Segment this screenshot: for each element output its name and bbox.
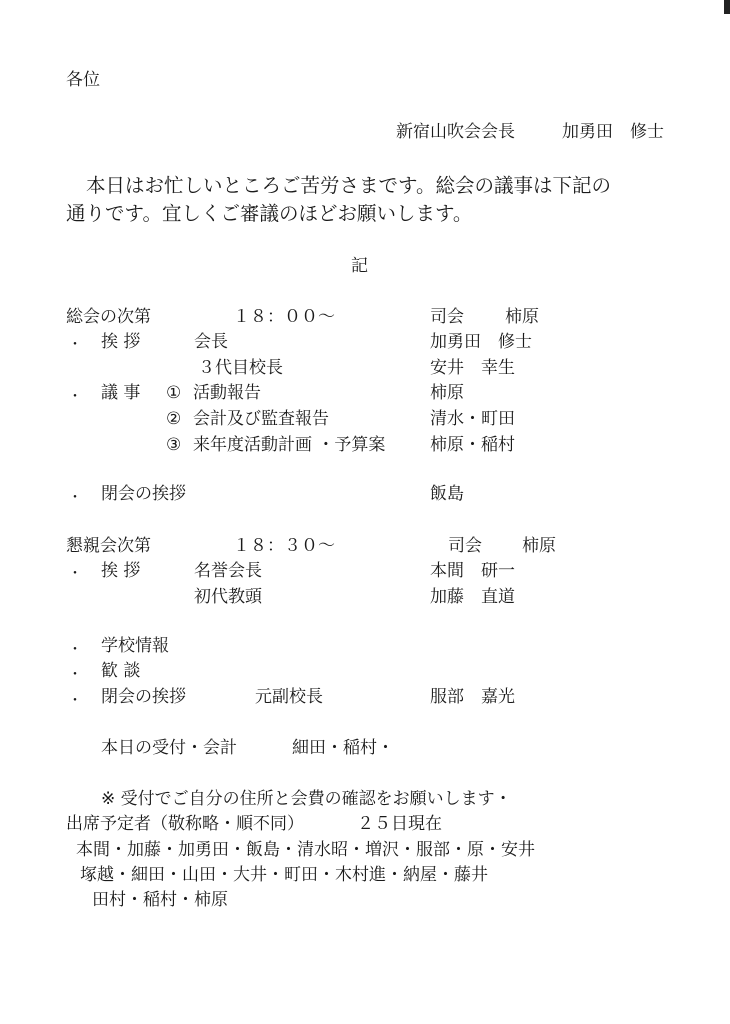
agenda-num-1: ① [166, 383, 182, 403]
general-greeting-person-2: 安井 幸生 [430, 358, 515, 378]
bullet: ・ [68, 490, 82, 506]
agenda-num-3: ③ [166, 435, 182, 455]
bullet: ・ [68, 337, 82, 353]
bullet: ・ [68, 667, 82, 683]
general-greeting-role-2: ３代目校長 [198, 358, 283, 378]
social-closing-role: 元副校長 [255, 687, 323, 707]
agenda-text-3: 来年度活動計画 ・予算案 [193, 435, 386, 455]
social-greeting-person-1: 本間 研一 [430, 561, 515, 581]
general-greeting-person-1: 加勇田 修士 [430, 332, 532, 352]
ki-heading: 記 [351, 256, 368, 276]
intro-line-2: 通りです。宜しくご審議のほどお願いします。 [66, 202, 473, 225]
attendees-line-1: 本間・加藤・加勇田・飯島・清水昭・増沢・服部・原・安井 [76, 840, 535, 860]
social-chat: 歓 談 [101, 661, 141, 681]
bullet: ・ [68, 642, 82, 658]
sender-name: 加勇田 修士 [562, 122, 664, 142]
social-greeting-role-1: 名誉会長 [194, 561, 262, 581]
attendees-line-3: 田村・稲村・柿原 [92, 890, 228, 910]
general-time: １８：００～ [233, 307, 335, 327]
social-closing-person: 服部 嘉光 [430, 687, 515, 707]
bullet: ・ [68, 693, 82, 709]
general-mc-name: 柿原 [505, 307, 539, 327]
general-closing-label: 閉会の挨拶 [101, 484, 186, 504]
addressee: 各位 [66, 70, 100, 90]
general-title: 総会の次第 [66, 307, 151, 327]
social-greeting-person-2: 加藤 直道 [430, 587, 515, 607]
general-greeting-role-1: 会長 [194, 332, 228, 352]
agenda-num-2: ② [166, 409, 182, 429]
attendees-header: 出席予定者（敬称略・順不同） [66, 814, 304, 834]
social-school-info: 学校情報 [101, 636, 169, 656]
general-greeting-label: 挨 拶 [101, 332, 141, 352]
social-mc-label: 司会 [448, 536, 482, 556]
social-mc-name: 柿原 [522, 536, 556, 556]
social-time: １８：３０～ [233, 536, 335, 556]
agenda-person-2: 清水・町田 [430, 409, 515, 429]
sender-org: 新宿山吹会会長 [396, 122, 515, 142]
social-title: 懇親会次第 [66, 536, 151, 556]
social-greeting-label: 挨 拶 [101, 561, 141, 581]
general-closing-person: 飯島 [430, 484, 464, 504]
attendees-as-of: ２５日現在 [357, 814, 442, 834]
agenda-text-2: 会計及び監査報告 [193, 409, 329, 429]
agenda-person-3: 柿原・稲村 [430, 435, 515, 455]
attendees-line-2: 塚越・細田・山田・大井・町田・木村進・納屋・藤井 [80, 865, 488, 885]
general-agenda-label: 議 事 [101, 383, 141, 403]
general-mc-label: 司会 [430, 307, 464, 327]
bullet: ・ [68, 566, 82, 582]
social-greeting-role-2: 初代教頭 [194, 587, 262, 607]
reception-note: ※ 受付でご自分の住所と会費の確認をお願いします・ [101, 789, 512, 809]
bullet: ・ [68, 389, 82, 405]
agenda-person-1: 柿原 [430, 383, 464, 403]
intro-line-1: 本日はお忙しいところご苦労さまです。総会の議事は下記の [86, 174, 611, 197]
agenda-text-1: 活動報告 [193, 383, 261, 403]
reception-names: 細田・稲村・ [292, 738, 394, 758]
scan-edge-mark [724, 0, 730, 14]
social-closing-label: 閉会の挨拶 [101, 687, 186, 707]
reception-label: 本日の受付・会計 [101, 738, 237, 758]
